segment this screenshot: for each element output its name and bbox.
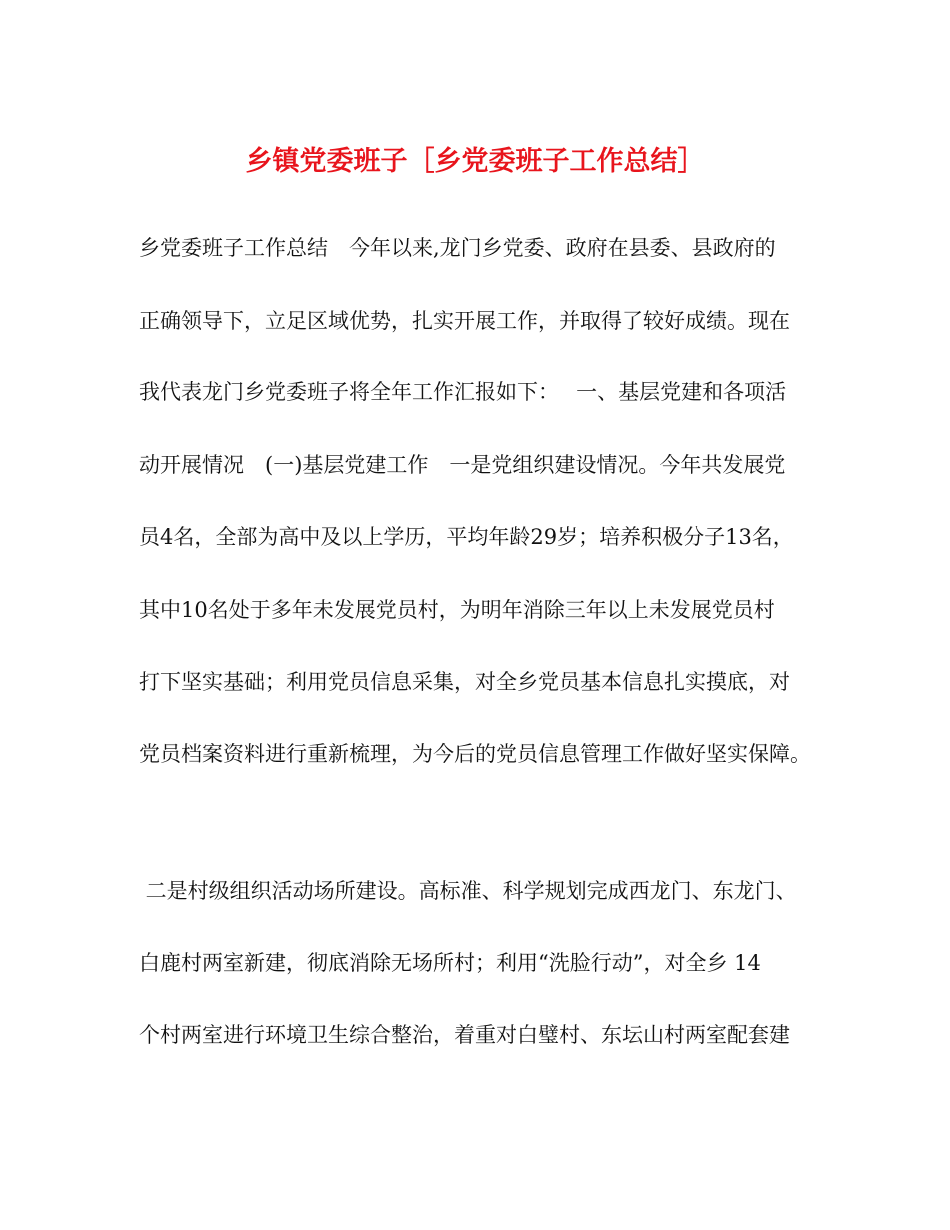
body-line: 其中10名处于多年未发展党员村，为明年消除三年以上未发展党员村 xyxy=(139,598,775,622)
body-line: 二是村级组织活动场所建设。高标准、科学规划完成西龙门、东龙门、 xyxy=(139,879,797,903)
body-line: 个村两室进行环境卫生综合整治，着重对白璧村、东坛山村两室配套建 xyxy=(139,1023,790,1047)
body-line: 乡党委班子工作总结 今年以来,龙门乡党委、政府在县委、县政府的 xyxy=(139,236,776,260)
body-line: 党员档案资料进行重新梳理，为今后的党员信息管理工作做好坚实保障。 xyxy=(139,742,811,766)
body-line: 我代表龙门乡党委班子将全年工作汇报如下： 一、基层党建和各项活 xyxy=(139,380,787,404)
body-line: 白鹿村两室新建，彻底消除无场所村；利用“洗脸行动”，对全乡 14 xyxy=(139,951,761,975)
body-line: 员4名，全部为高中及以上学历，平均年龄29岁；培养积极分子13名， xyxy=(139,525,794,549)
body-line: 正确领导下，立足区域优势，扎实开展工作，并取得了较好成绩。现在 xyxy=(139,309,790,333)
body-line: 动开展情况 (一)基层党建工作 一是党组织建设情况。今年共发展党 xyxy=(139,453,786,477)
document-title: 乡镇党委班子［乡党委班子工作总结］ xyxy=(245,146,705,177)
body-line: 打下坚实基础；利用党员信息采集，对全乡党员基本信息扎实摸底，对 xyxy=(139,670,790,694)
